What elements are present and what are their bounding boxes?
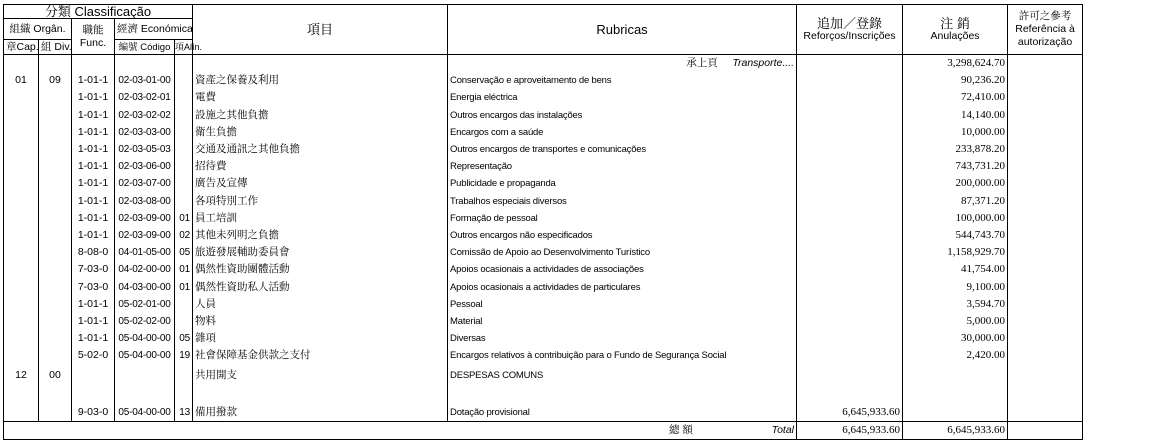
row-code: 04-01-05-00 xyxy=(115,244,175,261)
row-func: 1-01-1 xyxy=(72,313,115,330)
row-item-zh: 廣告及宣傳 xyxy=(193,175,448,192)
row-alin xyxy=(175,193,193,210)
row-func: 1-01-1 xyxy=(72,175,115,192)
row-cap xyxy=(4,227,39,244)
row-code: 04-02-00-00 xyxy=(115,261,175,278)
row-anulacao: 30,000.00 xyxy=(903,330,1008,347)
row-alin xyxy=(175,89,193,106)
row-item-zh: 各項特別工作 xyxy=(193,193,448,210)
row-anulacao: 14,140.00 xyxy=(903,107,1008,124)
row-alin: 01 xyxy=(175,261,193,278)
referencia-pt-1: Referência à xyxy=(1015,23,1075,35)
row-div xyxy=(39,89,72,106)
row-alin xyxy=(175,107,193,124)
row-code: 02-03-01-00 xyxy=(115,72,175,89)
row-reforco xyxy=(797,141,903,158)
row-referencia xyxy=(1008,210,1083,227)
table-row xyxy=(4,244,1145,261)
row-item-zh: 人員 xyxy=(193,296,448,313)
row-reforco xyxy=(797,296,903,313)
row-referencia xyxy=(1008,227,1083,244)
table-row xyxy=(4,72,1145,89)
cap-header: 章Cap. xyxy=(4,40,39,55)
row-div xyxy=(39,227,72,244)
row-rubrica: Outros encargos não especificados xyxy=(448,227,797,244)
row-func: 1-01-1 xyxy=(72,158,115,175)
row-item-zh: 偶然性資助團體活動 xyxy=(193,261,448,278)
row-anulacao: 41,754.00 xyxy=(903,261,1008,278)
row-anulacao: 3,594.70 xyxy=(903,296,1008,313)
row-referencia xyxy=(1008,193,1083,210)
row-cap xyxy=(4,313,39,330)
row-alin: 01 xyxy=(175,278,193,295)
row-item-zh: 電費 xyxy=(193,89,448,106)
row-reforco xyxy=(797,124,903,141)
row-div xyxy=(39,158,72,175)
spacer-row xyxy=(4,386,1145,403)
transport-pt: Transporte.... xyxy=(732,57,795,70)
provisional-alin: 13 xyxy=(175,404,193,422)
row-rubrica: Encargos relativos à contribuição para o Fundo de Segurança Social xyxy=(448,347,797,364)
row-func: 1-01-1 xyxy=(72,227,115,244)
row-func: 1-01-1 xyxy=(72,330,115,347)
row-func: 8-08-0 xyxy=(72,244,115,261)
classification-header: 分類 Classificação xyxy=(4,5,193,19)
referencia-pt-2: autorização xyxy=(1017,36,1073,48)
row-anulacao: 5,000.00 xyxy=(903,313,1008,330)
row-cap xyxy=(4,158,39,175)
row-alin xyxy=(175,313,193,330)
row-reforco xyxy=(797,107,903,124)
section-zh: 共用開支 xyxy=(193,364,448,386)
row-div xyxy=(39,261,72,278)
row-cap xyxy=(4,193,39,210)
row-item-zh: 其他未列明之負擔 xyxy=(193,227,448,244)
row-cap xyxy=(4,296,39,313)
table-row xyxy=(4,141,1145,158)
row-item-zh: 設施之其他負擔 xyxy=(193,107,448,124)
table-row xyxy=(4,347,1145,364)
row-item-zh: 物料 xyxy=(193,313,448,330)
row-cap xyxy=(4,141,39,158)
provisional-row xyxy=(4,404,1145,422)
row-div xyxy=(39,175,72,192)
alinea-header: 項Alín. xyxy=(175,40,193,55)
row-reforco xyxy=(797,175,903,192)
provisional-func: 9-03-0 xyxy=(72,404,115,422)
row-reforco xyxy=(797,89,903,106)
table-row xyxy=(4,278,1145,295)
row-div xyxy=(39,330,72,347)
referencia-zh: 許可之參考 xyxy=(1018,10,1072,22)
row-anulacao: 100,000.00 xyxy=(903,210,1008,227)
row-referencia xyxy=(1008,141,1083,158)
row-cap xyxy=(4,330,39,347)
table-row xyxy=(4,124,1145,141)
row-reforco xyxy=(797,72,903,89)
row-div xyxy=(39,193,72,210)
row-alin: 02 xyxy=(175,227,193,244)
row-rubrica: Outros encargos de transportes e comunicações xyxy=(448,141,797,158)
row-item-zh: 員工培訓 xyxy=(193,210,448,227)
table-row xyxy=(4,210,1145,227)
row-rubrica: Apoios ocasionais a actividades de associações xyxy=(448,261,797,278)
row-reforco xyxy=(797,244,903,261)
row-rubrica: Trabalhos especiais diversos xyxy=(448,193,797,210)
item-zh-header: 項目 xyxy=(193,5,448,55)
row-div xyxy=(39,244,72,261)
row-alin: 19 xyxy=(175,347,193,364)
row-rubrica: Material xyxy=(448,313,797,330)
total-row xyxy=(4,421,1145,439)
row-code: 05-02-02-00 xyxy=(115,313,175,330)
row-code: 02-03-08-00 xyxy=(115,193,175,210)
row-reforco xyxy=(797,158,903,175)
row-anulacao: 200,000.00 xyxy=(903,175,1008,192)
total-anulacoes: 6,645,933.60 xyxy=(903,421,1008,439)
row-code: 02-03-05-03 xyxy=(115,141,175,158)
row-cap xyxy=(4,261,39,278)
table-row xyxy=(4,261,1145,278)
row-cap: 01 xyxy=(4,72,39,89)
row-anulacao: 87,371.20 xyxy=(903,193,1008,210)
row-code: 05-04-00-00 xyxy=(115,330,175,347)
row-referencia xyxy=(1008,296,1083,313)
row-rubrica: Formação de pessoal xyxy=(448,210,797,227)
row-alin: 05 xyxy=(175,244,193,261)
row-referencia xyxy=(1008,107,1083,124)
table-row xyxy=(4,158,1145,175)
table-row xyxy=(4,330,1145,347)
total-label xyxy=(448,421,797,439)
row-alin: 01 xyxy=(175,210,193,227)
row-referencia xyxy=(1008,330,1083,347)
row-item-zh: 偶然性資助私人活動 xyxy=(193,278,448,295)
row-cap xyxy=(4,89,39,106)
row-rubrica: Encargos com a saúde xyxy=(448,124,797,141)
reforcos-pt: Reforços/Inscrições xyxy=(803,29,896,42)
row-anulacao: 72,410.00 xyxy=(903,89,1008,106)
row-reforco xyxy=(797,193,903,210)
section-pt: DESPESAS COMUNS xyxy=(448,364,797,386)
row-func: 1-01-1 xyxy=(72,124,115,141)
row-func: 1-01-1 xyxy=(72,210,115,227)
table-row xyxy=(4,296,1145,313)
row-referencia xyxy=(1008,175,1083,192)
row-cap xyxy=(4,210,39,227)
row-reforco xyxy=(797,210,903,227)
row-code: 05-04-00-00 xyxy=(115,347,175,364)
codigo-header: 編號 Código xyxy=(115,40,175,55)
header-row-1 xyxy=(4,5,1145,19)
row-item-zh: 資產之保養及利用 xyxy=(193,72,448,89)
row-referencia xyxy=(1008,158,1083,175)
economica-header: 經濟 Económica xyxy=(115,19,193,40)
row-code: 02-03-02-02 xyxy=(115,107,175,124)
ledger-body xyxy=(4,72,1145,364)
anulacoes-header xyxy=(903,5,1008,55)
table-row xyxy=(4,193,1145,210)
row-rubrica: Publicidade e propaganda xyxy=(448,175,797,192)
row-alin xyxy=(175,72,193,89)
row-rubrica: Conservação e aproveitamento de bens xyxy=(448,72,797,89)
rubricas-header: Rubricas xyxy=(448,5,797,55)
section-row xyxy=(4,364,1145,386)
row-code: 02-03-09-00 xyxy=(115,210,175,227)
referencia-header xyxy=(1008,5,1083,55)
row-anulacao: 90,236.20 xyxy=(903,72,1008,89)
row-code: 02-03-03-00 xyxy=(115,124,175,141)
transport-row xyxy=(4,55,1145,73)
row-func: 1-01-1 xyxy=(72,72,115,89)
row-div xyxy=(39,313,72,330)
row-item-zh: 衛生負擔 xyxy=(193,124,448,141)
provisional-zh: 備用撥款 xyxy=(193,404,448,422)
provisional-pt: Dotação provisional xyxy=(448,404,797,422)
table-row xyxy=(4,227,1145,244)
row-referencia xyxy=(1008,313,1083,330)
row-div xyxy=(39,347,72,364)
row-rubrica: Apoios ocasionais a actividades de particulares xyxy=(448,278,797,295)
row-div xyxy=(39,141,72,158)
row-rubrica: Energia eléctrica xyxy=(448,89,797,106)
row-anulacao: 233,878.20 xyxy=(903,141,1008,158)
row-cap xyxy=(4,124,39,141)
row-referencia xyxy=(1008,278,1083,295)
row-anulacao: 2,420.00 xyxy=(903,347,1008,364)
reforcos-zh: 追加／登錄 xyxy=(817,15,883,31)
funcional-zh: 職能 xyxy=(82,23,104,36)
row-func: 1-01-1 xyxy=(72,193,115,210)
row-rubrica: Representação xyxy=(448,158,797,175)
transport-anulacoes: 3,298,624.70 xyxy=(903,55,1008,73)
section-cap: 12 xyxy=(4,364,39,386)
row-item-zh: 招待費 xyxy=(193,158,448,175)
row-func: 7-03-0 xyxy=(72,261,115,278)
row-reforco xyxy=(797,313,903,330)
total-pt: Total xyxy=(771,423,795,436)
row-div xyxy=(39,278,72,295)
row-rubrica: Pessoal xyxy=(448,296,797,313)
row-div xyxy=(39,124,72,141)
row-div xyxy=(39,210,72,227)
table-row xyxy=(4,175,1145,192)
row-cap xyxy=(4,175,39,192)
row-func: 1-01-1 xyxy=(72,141,115,158)
row-anulacao: 1,158,929.70 xyxy=(903,244,1008,261)
row-func: 5-02-0 xyxy=(72,347,115,364)
row-func: 1-01-1 xyxy=(72,107,115,124)
row-anulacao: 9,100.00 xyxy=(903,278,1008,295)
row-div xyxy=(39,296,72,313)
row-referencia xyxy=(1008,261,1083,278)
row-alin: 05 xyxy=(175,330,193,347)
row-item-zh: 社會保障基金供款之支付 xyxy=(193,347,448,364)
table-row xyxy=(4,89,1145,106)
row-item-zh: 旅遊發展輔助委員會 xyxy=(193,244,448,261)
total-reforcos: 6,645,933.60 xyxy=(797,421,903,439)
row-alin xyxy=(175,141,193,158)
row-reforco xyxy=(797,347,903,364)
table-row xyxy=(4,107,1145,124)
row-referencia xyxy=(1008,244,1083,261)
row-div: 09 xyxy=(39,72,72,89)
row-alin xyxy=(175,124,193,141)
row-cap xyxy=(4,107,39,124)
row-anulacao: 544,743.70 xyxy=(903,227,1008,244)
row-code: 02-03-02-01 xyxy=(115,89,175,106)
row-reforco xyxy=(797,278,903,295)
row-rubrica: Comissão de Apoio ao Desenvolvimento Turístico xyxy=(448,244,797,261)
row-reforco xyxy=(797,227,903,244)
transport-zh: 承上頁 xyxy=(686,57,718,70)
row-item-zh: 交通及通訊之其他負擔 xyxy=(193,141,448,158)
row-cap xyxy=(4,278,39,295)
row-code: 05-02-01-00 xyxy=(115,296,175,313)
row-div xyxy=(39,107,72,124)
row-func: 1-01-1 xyxy=(72,89,115,106)
row-rubrica: Diversas xyxy=(448,330,797,347)
anulacoes-pt: Anulações xyxy=(930,29,980,42)
total-zh: 總 額 xyxy=(668,423,693,436)
row-cap xyxy=(4,244,39,261)
row-func: 1-01-1 xyxy=(72,296,115,313)
row-code: 02-03-06-00 xyxy=(115,158,175,175)
row-alin xyxy=(175,158,193,175)
row-code: 02-03-07-00 xyxy=(115,175,175,192)
section-div: 00 xyxy=(39,364,72,386)
div-header: 組 Div. xyxy=(39,40,72,55)
reforcos-header xyxy=(797,5,903,55)
row-referencia xyxy=(1008,89,1083,106)
row-cap xyxy=(4,347,39,364)
row-alin xyxy=(175,296,193,313)
organica-header: 組織 Orgân. xyxy=(4,19,72,40)
row-referencia xyxy=(1008,347,1083,364)
budget-ledger-table xyxy=(3,4,1145,440)
anulacoes-zh: 注 銷 xyxy=(940,15,970,31)
row-reforco xyxy=(797,261,903,278)
funcional-pt: Func. xyxy=(79,36,107,49)
row-referencia xyxy=(1008,72,1083,89)
provisional-reforco: 6,645,933.60 xyxy=(797,404,903,422)
row-code: 02-03-09-00 xyxy=(115,227,175,244)
transport-label xyxy=(448,55,797,73)
row-anulacao: 10,000.00 xyxy=(903,124,1008,141)
row-func: 7-03-0 xyxy=(72,278,115,295)
row-rubrica: Outros encargos das instalações xyxy=(448,107,797,124)
row-anulacao: 743,731.20 xyxy=(903,158,1008,175)
row-referencia xyxy=(1008,124,1083,141)
table-row xyxy=(4,313,1145,330)
funcional-header xyxy=(72,19,115,55)
row-reforco xyxy=(797,330,903,347)
row-alin xyxy=(175,175,193,192)
row-code: 04-03-00-00 xyxy=(115,278,175,295)
provisional-code: 05-04-00-00 xyxy=(115,404,175,422)
row-item-zh: 雜項 xyxy=(193,330,448,347)
